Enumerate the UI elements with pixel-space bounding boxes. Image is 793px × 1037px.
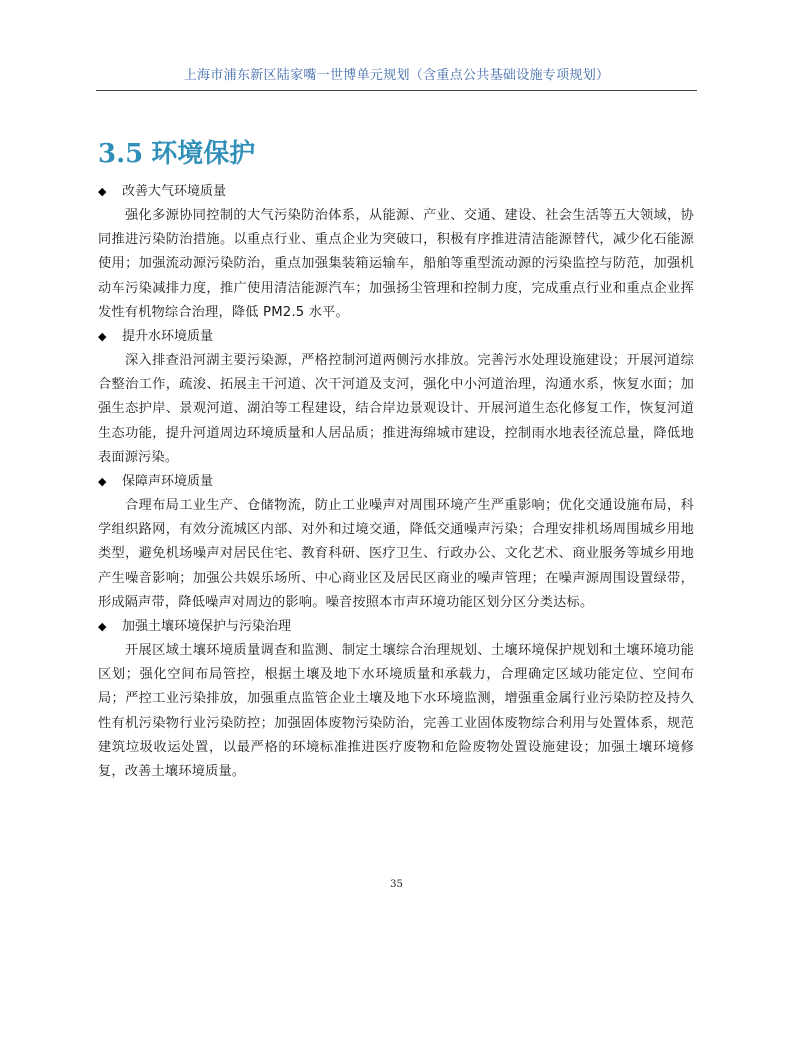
subsection-paragraph-air: 强化多源协同控制的大气污染防治体系，从能源、产业、交通、建设、社会生活等五大领域，协同推进污染防治措施。以重点行业、重点企业为突破口，积极有序推进清洁能源替代，减少化石能源使用；加强流动源污染防治，重点加强集装箱运输车，船舶等重型流动源的污染监控与防范，加强机动车污染减排力度，推广使用清洁能源汽车；加强扬尘管理和控制力度，完成重点行业和重点企业挥发性有机物综合治理，降低 PM2.5 水平。 <box>98 208 694 320</box>
subsection-heading-water <box>98 325 694 349</box>
diamond-bullet-icon: ◆ <box>98 620 107 634</box>
diamond-bullet-icon: ◆ <box>98 185 107 198</box>
section-number: 3.5 <box>98 139 144 169</box>
page-header-title: 上海市浦东新区陆家嘴一世博单元规划（含重点公共基础设施专项规划） <box>183 68 610 83</box>
diamond-bullet-icon: ◆ <box>98 330 107 344</box>
page-number: 35 <box>390 879 403 890</box>
diamond-bullet-icon: ◆ <box>98 475 107 489</box>
subsection-heading-text: 提升水环境质量 <box>122 329 214 345</box>
subsection-heading-noise <box>98 470 694 494</box>
subsection-heading-text: 改善大气环境质量 <box>122 184 227 199</box>
subsection-paragraph-noise: 合理布局工业生产、仓储物流，防止工业噪声对周围环境产生严重影响；优化交通设施布局，科学组织路网，有效分流城区内部、对外和过境交通，降低交通噪声污染；合理安排机场周围城乡用地类型，避免机场噪声对居民住宅、教育科研、医疗卫生、行政办公、文化艺术、商业服务等城乡用地产生噪音影响；加强公共娱乐场所、中心商业区及居民区商业的噪声管理；在噪声源周围设置绿带，形成隔声带，降低噪声对周边的影响。噪音按照本市声环境功能区划分区分类达标。 <box>98 498 694 610</box>
subsection-heading-text: 保障声环境质量 <box>122 474 214 490</box>
subsection-heading-soil <box>98 615 694 639</box>
section-title <box>98 137 255 171</box>
header-divider <box>96 90 697 91</box>
subsection-paragraph-water: 深入排查沿河湖主要污染源，严格控制河道两侧污水排放。完善污水处理设施建设；开展河道综合整治工作，疏浚、拓展主干河道、次干河道及支河，强化中小河道治理，沟通水系，恢复水面；加强生态护岸、景观河道、湖泊等工程建设，结合岸边景观设计、开展河道生态化修复工作，恢复河道生态功能，提升河道周边环境质量和人居品质；推进海绵城市建设，控制雨水地表径流总量，降低地表面源污染。 <box>98 353 694 465</box>
subsection-heading-air <box>98 180 694 204</box>
section-title-text: 环境保护 <box>151 139 256 169</box>
subsection-heading-text: 加强土壤环境保护与污染治理 <box>122 619 292 635</box>
section-body <box>98 180 694 784</box>
subsection-paragraph-soil: 开展区域土壤环境质量调查和监测、制定土壤综合治理规划、土壤环境保护规划和土壤环境功能区划；强化空间布局管控，根据土壤及地下水环境质量和承载力，合理确定区域功能定位、空间布局；严控工业污染排放，加强重点监管企业土壤及地下水环境监测，增强重金属行业污染防控及持久性有机污染物行业污染防控；加强固体废物污染防治，完善工业固体废物综合利用与处置体系，规范建筑垃圾收运处置，以最严格的环境标准推进医疗废物和危险废物处置设施建设；加强土壤环境修复，改善土壤环境质量。 <box>98 643 694 780</box>
